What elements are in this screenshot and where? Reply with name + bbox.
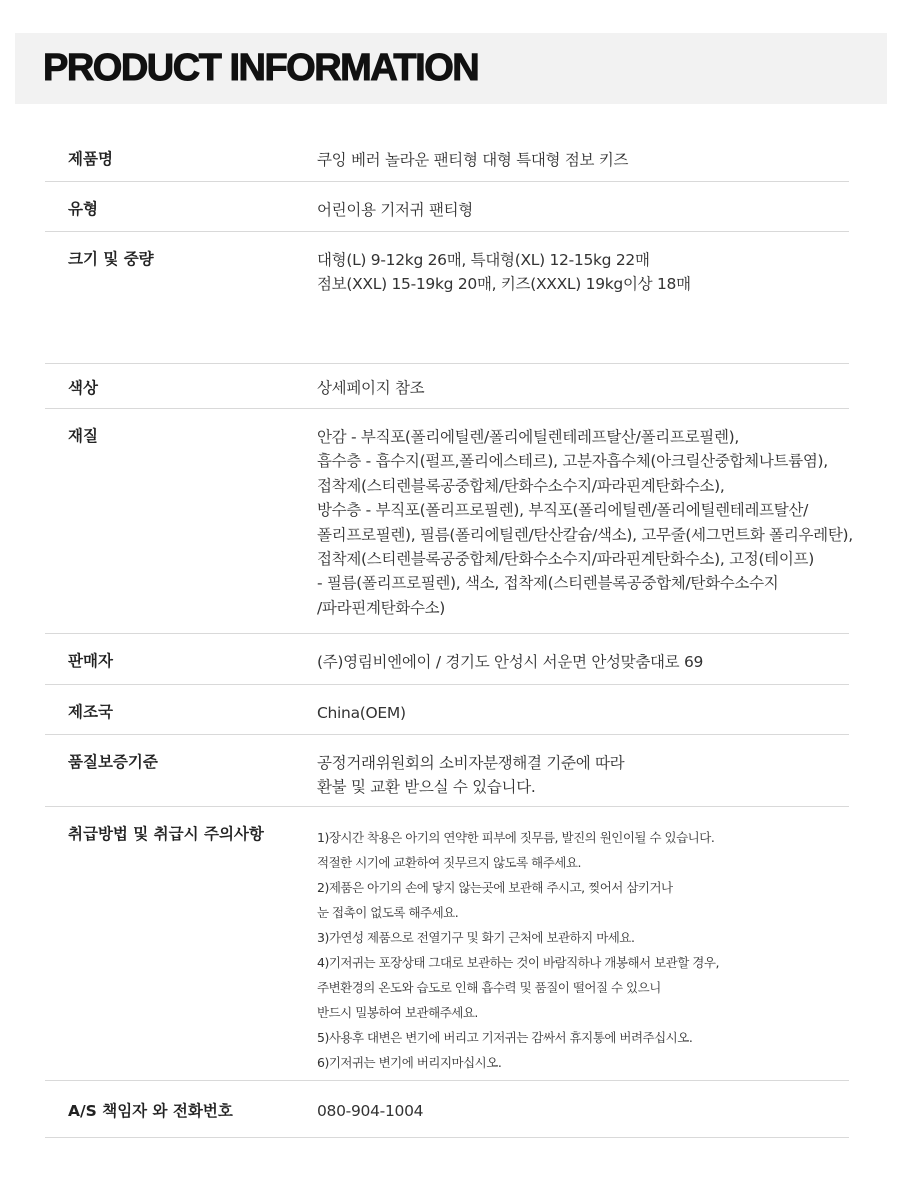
row-value: 080-904-1004 xyxy=(317,1102,424,1120)
row-value: 공정거래위원회의 소비자분쟁해결 기준에 따라 환불 및 교환 받으실 수 있습니다. xyxy=(317,754,625,797)
table-row xyxy=(45,807,849,1081)
row-label: 크기 및 중량 xyxy=(68,250,154,268)
row-value: 상세페이지 참조 xyxy=(317,379,425,397)
row-label: 재질 xyxy=(68,427,98,445)
row-label: 취급방법 및 취급시 주의사항 xyxy=(68,825,264,843)
row-label: 유형 xyxy=(68,200,98,218)
row-value: China(OEM) xyxy=(317,704,406,722)
row-label: 색상 xyxy=(68,379,98,397)
row-label: 제품명 xyxy=(68,150,113,168)
table-row xyxy=(45,685,849,735)
row-value: 1)장시간 착용은 아기의 연약한 피부에 짓무름, 발진의 원인이될 수 있습니다. 적절한 시기에 교환하여 짓무르지 않도록 해주세요. 2)제품은 아기의 손에 닿지 않는곳에 보관해 주시고, 찢어서 삼키거나 눈 접촉이 없도록 해주세요. 3)가연성 제품으로 전열기구 및 화기 근처에 보관하지 마세요. 4)기저귀는 포장상태 그대로 보관하는 것이 바람직하나 개봉해서 보관할 경우, 주변환경의 온도와 습도로 인해 흡수력 및 품질이 떨어질 수 있으니 반드시 밀봉하여 보관해주세요. 5)사용후 대변은 변기에 버리고 기저귀는 감싸서 휴지통에 버려주십시오. 6)기저귀는 변기에 버리지마십시오. xyxy=(317,830,719,1070)
table-row xyxy=(45,232,849,364)
product-info-table xyxy=(45,132,853,1138)
row-label: A/S 책임자 와 전화번호 xyxy=(68,1102,233,1120)
row-label: 제조국 xyxy=(68,703,113,721)
table-row xyxy=(45,182,849,232)
row-label: 품질보증기준 xyxy=(68,753,158,771)
row-value: 어린이용 기저귀 팬티형 xyxy=(317,201,473,219)
table-row xyxy=(45,634,849,685)
table-row xyxy=(45,364,849,409)
row-value: 안감 - 부직포(폴리에틸렌/폴리에틸렌테레프탈산/폴리프로필렌), 흡수층 - 흡수지(펄프,폴리에스테르), 고분자흡수체(아크릴산중합체나트륨염), 접착제(스티렌블록공중합체/탄화수소수지/파라핀계탄화수소), 방수층 - 부직포(폴리프로필렌), 부직포(폴리에틸렌/폴리에틸렌테레프탈산/ 폴리프로필렌), 필름(폴리에틸렌/탄산칼슘/색소), 고무줄(세그먼트화 폴리우레탄), 접착제(스티렌블록공중합체/탄화수소수지/파라핀계탄화수소), 고정(테이프) - 필름(폴리프로필렌), 색소, 접착제(스티렌블록공중합체/탄화수소수지 /파라핀계탄화수소) xyxy=(317,428,853,617)
header-bar xyxy=(15,33,887,104)
table-row xyxy=(45,132,849,182)
row-value: (주)영림비엔에이 / 경기도 안성시 서운면 안성맞춤대로 69 xyxy=(317,653,704,671)
row-value: 쿠잉 베러 놀라운 팬티형 대형 특대형 점보 키즈 xyxy=(317,151,629,169)
table-row xyxy=(45,1081,849,1138)
page-title: PRODUCT INFORMATION xyxy=(43,47,479,89)
table-row xyxy=(45,409,853,634)
table-row xyxy=(45,735,849,807)
row-label: 판매자 xyxy=(68,652,113,670)
row-value: 대형(L) 9-12kg 26매, 특대형(XL) 12-15kg 22매 점보(XXL) 15-19kg 20매, 키즈(XXXL) 19kg이상 18매 xyxy=(317,251,691,294)
